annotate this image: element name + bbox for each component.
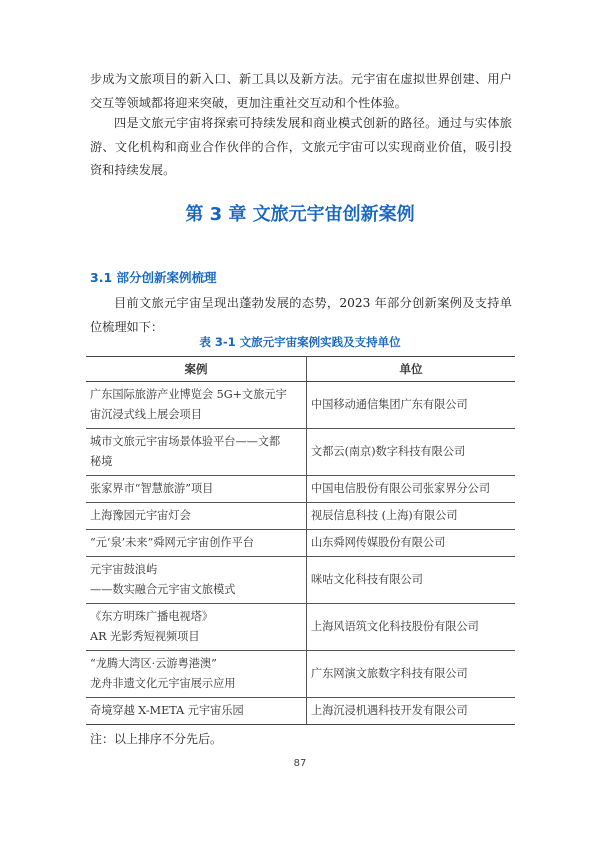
case-cell bbox=[86, 530, 307, 557]
case-cell bbox=[86, 651, 307, 698]
case-cell bbox=[86, 557, 307, 604]
page-number: 87 bbox=[293, 758, 307, 769]
table-row bbox=[86, 698, 515, 725]
paragraph-intro: 目前文旅元宇宙呈现出蓬勃发展的态势，2023 年部分创新案例及支持单位梳理如下： bbox=[90, 296, 512, 334]
table-row bbox=[86, 503, 515, 530]
case-cell bbox=[86, 476, 307, 503]
table-note: 注：以上排序不分先后。 bbox=[90, 732, 223, 746]
table-row bbox=[86, 476, 515, 503]
case-line: 元宇宙鼓浪屿 bbox=[90, 563, 158, 576]
section-title: 3.1 部分创新案例梳理 bbox=[90, 270, 217, 285]
unit-cell: 上海沉浸机遇科技开发有限公司 bbox=[307, 698, 516, 725]
case-line: “元‘泉’未来”舜网元宇宙创作平台 bbox=[90, 536, 254, 549]
case-cell bbox=[86, 503, 307, 530]
case-line: “龙腾大湾区·云游粤港澳” bbox=[90, 657, 217, 670]
unit-cell: 上海风语筑文化科技股份有限公司 bbox=[307, 604, 516, 651]
paragraph-point-four: 四是文旅元宇宙将探索可持续发展和商业模式创新的路径。通过与实体旅游、文化机构和商业合作伙伴的合作，文旅元宇宙可以实现商业价值，吸引投资和持续发展。 bbox=[90, 116, 512, 177]
table-header-row bbox=[86, 357, 515, 382]
case-line: 广东国际旅游产业博览会 5G+文旅元宇 bbox=[90, 388, 287, 401]
table-row bbox=[86, 604, 515, 651]
table-row bbox=[86, 429, 515, 476]
table-row bbox=[86, 651, 515, 698]
unit-cell: 广东网演文旅数字科技有限公司 bbox=[307, 651, 516, 698]
unit-cell: 咪咕文化科技有限公司 bbox=[307, 557, 516, 604]
table-row bbox=[86, 557, 515, 604]
case-line: AR 光影秀短视频项目 bbox=[90, 630, 200, 643]
case-line: 张家界市“智慧旅游”项目 bbox=[90, 482, 214, 495]
header-unit: 单位 bbox=[307, 357, 516, 382]
chapter-title: 第 3 章 文旅元宇宙创新案例 bbox=[185, 204, 415, 225]
table-row bbox=[86, 382, 515, 429]
case-cell bbox=[86, 382, 307, 429]
case-line: 上海豫园元宇宙灯会 bbox=[90, 509, 191, 522]
paragraph-continued: 步成为文旅项目的新入口、新工具以及新方法。元宇宙在虚拟世界创建、用户交互等领域都将迎来突破，更加注重社交互动和个性体验。 bbox=[90, 72, 512, 110]
case-cell bbox=[86, 604, 307, 651]
unit-cell: 视辰信息科技 (上海)有限公司 bbox=[307, 503, 516, 530]
header-case: 案例 bbox=[86, 357, 307, 382]
case-line: 龙舟非遗文化元宇宙展示应用 bbox=[90, 677, 236, 690]
unit-cell: 山东舜网传媒股份有限公司 bbox=[307, 530, 516, 557]
case-line: 《东方明珠广播电视塔》 bbox=[90, 610, 214, 623]
case-line: 城市文旅元宇宙场景体验平台——文都 bbox=[90, 435, 281, 448]
case-line: 奇境穿越 X-META 元宇宙乐园 bbox=[90, 704, 244, 717]
unit-cell: 文都云(南京)数字科技有限公司 bbox=[307, 429, 516, 476]
unit-cell: 中国移动通信集团广东有限公司 bbox=[307, 382, 516, 429]
table-caption: 表 3-1 文旅元宇宙案例实践及支持单位 bbox=[199, 335, 401, 349]
case-cell bbox=[86, 698, 307, 725]
unit-cell: 中国电信股份有限公司张家界分公司 bbox=[307, 476, 516, 503]
case-line: 宙沉浸式线上展会项目 bbox=[90, 408, 202, 421]
table-row bbox=[86, 530, 515, 557]
case-cell bbox=[86, 429, 307, 476]
case-line: ——数实融合元宇宙文旅模式 bbox=[90, 583, 236, 596]
case-line: 秘境 bbox=[90, 455, 113, 468]
cases-table bbox=[86, 356, 515, 725]
